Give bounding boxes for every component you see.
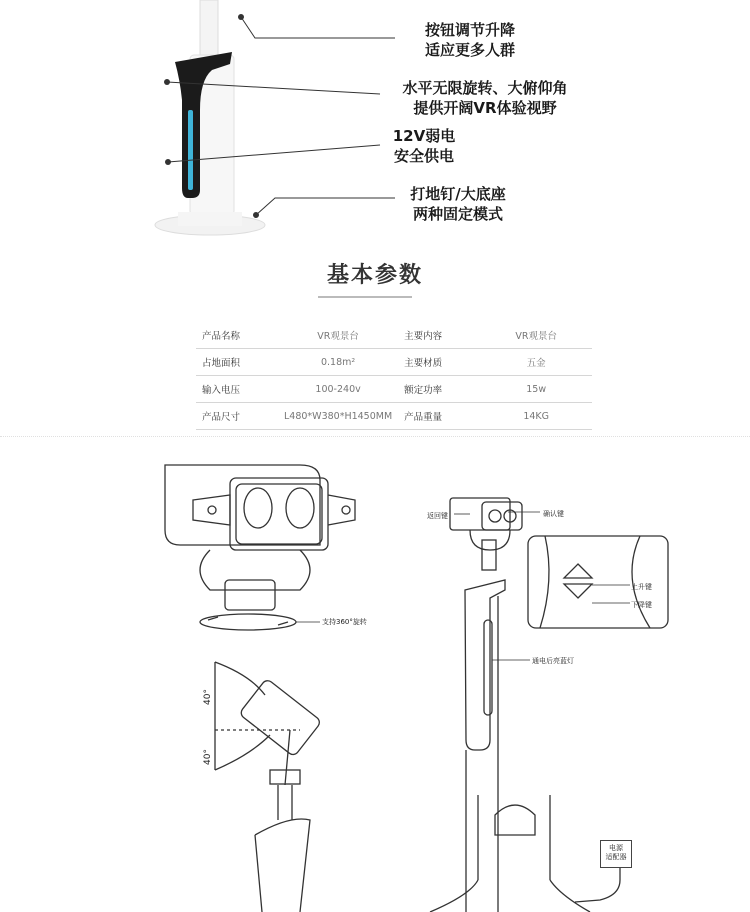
bottom-column-drawing bbox=[430, 795, 620, 912]
divider bbox=[0, 436, 750, 437]
pole bbox=[200, 0, 218, 60]
callout-line: 按钮调节升降 bbox=[424, 21, 515, 39]
callout-base bbox=[398, 184, 518, 224]
section-title: 基本参数 bbox=[326, 263, 423, 288]
down-key-label: 下降键 bbox=[631, 601, 652, 609]
spec-value: 0.18m² bbox=[278, 349, 398, 376]
callout-rotate bbox=[380, 78, 590, 118]
callout-line: 安全供电 bbox=[393, 147, 454, 165]
table-row bbox=[196, 322, 592, 349]
callout-line: 12V弱电 bbox=[392, 127, 456, 145]
power-adapter-box bbox=[600, 840, 632, 868]
spec-table bbox=[196, 322, 592, 430]
up-key-label: 上升键 bbox=[631, 583, 652, 591]
spec-value: L480*W380*H1450MM bbox=[278, 403, 398, 430]
spec-key: 额定功率 bbox=[398, 376, 480, 403]
stand-drawing bbox=[450, 498, 668, 912]
table-row bbox=[196, 349, 592, 376]
callout-line: 两种固定模式 bbox=[412, 205, 503, 223]
adapter-label: 适配器 bbox=[605, 853, 627, 861]
spec-key: 产品名称 bbox=[196, 322, 278, 349]
spec-value: VR观景台 bbox=[278, 322, 398, 349]
callout-lift bbox=[400, 20, 540, 60]
blue-light bbox=[188, 110, 193, 190]
viewer-head-drawing bbox=[165, 465, 355, 630]
title-underline bbox=[318, 296, 412, 298]
spec-key: 主要内容 bbox=[398, 322, 480, 349]
callout-power bbox=[384, 126, 464, 166]
confirm-key-label: 确认键 bbox=[543, 510, 564, 518]
spec-value: 15w bbox=[480, 376, 592, 403]
callout-line: 适应更多人群 bbox=[424, 41, 515, 59]
spec-key: 产品重量 bbox=[398, 403, 480, 430]
spec-value: 100-240v bbox=[278, 376, 398, 403]
angle-top-label: 40° bbox=[202, 689, 213, 705]
product-photo bbox=[0, 0, 750, 250]
table-row bbox=[196, 376, 592, 403]
spec-key: 输入电压 bbox=[196, 376, 278, 403]
spec-key: 占地面积 bbox=[196, 349, 278, 376]
light-label: 通电后亮蓝灯 bbox=[532, 657, 574, 665]
callout-line: 打地钉/大底座 bbox=[410, 185, 506, 203]
spec-key: 主要材质 bbox=[398, 349, 480, 376]
spec-value: 14KG bbox=[480, 403, 592, 430]
tilt-drawing bbox=[215, 662, 322, 912]
table-row bbox=[196, 403, 592, 430]
spec-value: VR观景台 bbox=[480, 322, 592, 349]
adapter-label: 电源 bbox=[609, 844, 623, 852]
spec-key: 产品尺寸 bbox=[196, 403, 278, 430]
spec-value: 五金 bbox=[480, 349, 592, 376]
angle-bottom-label: 40° bbox=[202, 749, 213, 765]
diagram-drawings bbox=[0, 440, 750, 912]
callout-line: 提供开阔VR体验视野 bbox=[413, 99, 557, 117]
rotate-label: 支持360°旋转 bbox=[322, 618, 367, 626]
back-key-label: 返回键 bbox=[427, 512, 448, 520]
callout-line: 水平无限旋转、大俯仰角 bbox=[402, 79, 568, 97]
